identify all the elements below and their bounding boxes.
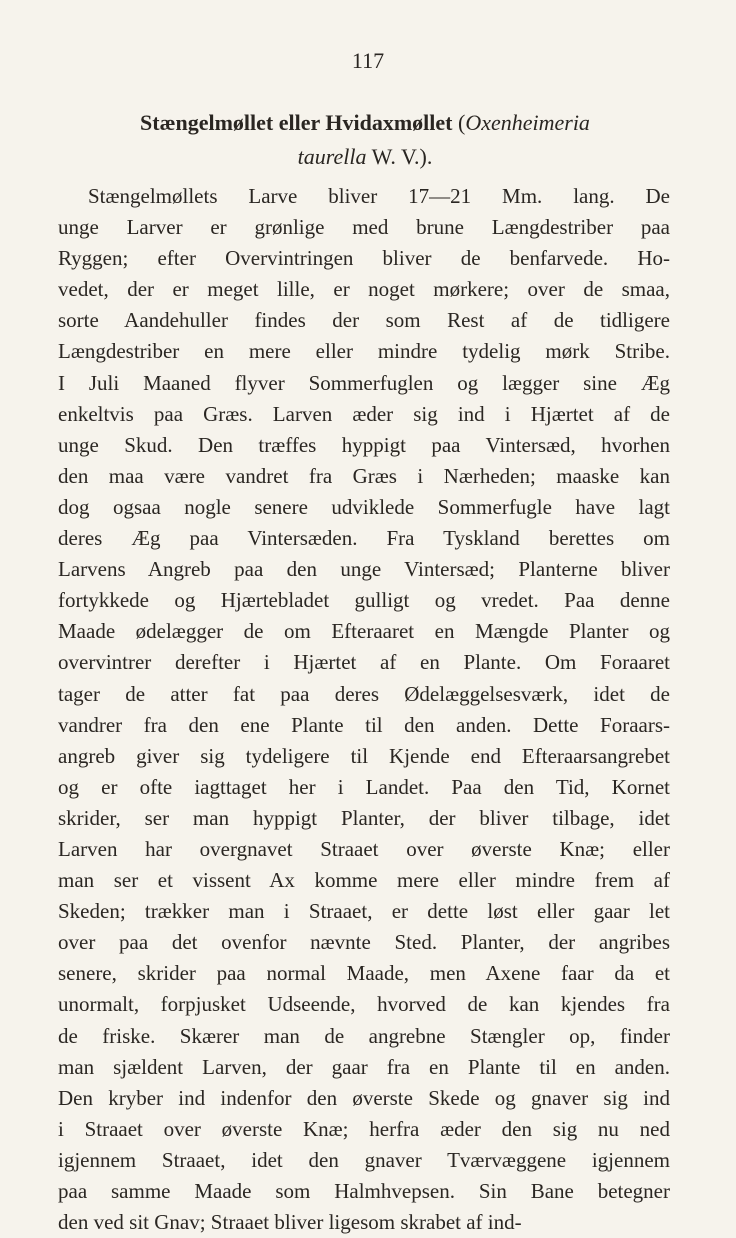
text-line: unormalt, forpjusket Udseende, hvorved de kan kjendes fra	[58, 992, 670, 1017]
text-line: dog ogsaa nogle senere udviklede Sommerfugle have lagt	[58, 494, 670, 519]
text-line: Ryggen; efter Overvintringen bliver de benfarvede. Ho-	[58, 246, 670, 271]
text-line: senere, skrider paa normal Maade, men Axene faar da et	[58, 961, 670, 986]
text-line: man ser et vissent Ax komme mere eller mindre frem af	[58, 868, 670, 893]
page-number: 117	[351, 48, 385, 73]
text-line: Larven har overgnavet Straaet over øverste Knæ; eller	[58, 836, 670, 861]
text-line: de friske. Skærer man de angrebne Stængler op, finder	[58, 1023, 670, 1048]
heading-genus: Oxenheimeria	[465, 110, 590, 135]
heading-line-2	[60, 140, 670, 174]
section-heading	[60, 106, 670, 174]
body-paragraph	[58, 181, 670, 1238]
heading-paren: (	[452, 110, 466, 135]
text-line: enkeltvis paa Græs. Larven æder sig ind i Hjærtet af de	[58, 401, 670, 426]
text-line: angreb giver sig tydeligere til Kjende end Efteraarsangrebet	[58, 743, 670, 768]
text-line: Den kryber ind indenfor den øverste Skede og gnaver sig ind	[58, 1085, 670, 1110]
text-line: man sjældent Larven, der gaar fra en Plante til en anden.	[58, 1054, 670, 1079]
heading-title: Stængelmøllet eller Hvidaxmøllet	[140, 110, 453, 135]
text-line: deres Æg paa Vintersæden. Fra Tyskland berettes om	[58, 526, 670, 551]
heading-line-1	[60, 106, 670, 140]
text-line: skrider, ser man hyppigt Planter, der bliver tilbage, idet	[58, 805, 670, 830]
text-line: den ved sit Gnav; Straaet bliver ligesom skrabet af ind-	[58, 1210, 522, 1235]
text-line: overvintrer derefter i Hjærtet af en Plante. Om Foraaret	[58, 650, 670, 675]
text-line: i Straaet over øverste Knæ; herfra æder den sig nu ned	[58, 1116, 670, 1141]
text-line: Længdestriber en mere eller mindre tydelig mørk Stribe.	[58, 339, 670, 364]
text-line: Stængelmøllets Larve bliver 17—21 Mm. lang. De	[88, 184, 670, 208]
text-line: sorte Aandehuller findes der som Rest af de tidligere	[58, 308, 670, 333]
text-line: tager de atter fat paa deres Ødelæggelsesværk, idet de	[58, 681, 670, 706]
text-line: over paa det ovenfor nævnte Sted. Planter, der angribes	[58, 930, 670, 955]
text-line: paa samme Maade som Halmhvepsen. Sin Bane betegner	[58, 1179, 670, 1203]
text-line: I Juli Maaned flyver Sommerfuglen og lægger sine Æg	[58, 370, 670, 395]
text-line: vandrer fra den ene Plante til den anden. Dette Foraars-	[58, 712, 670, 737]
text-line: unge Skud. Den træffes hyppigt paa Vintersæd, hvorhen	[58, 432, 670, 457]
heading-species: taurella	[297, 144, 367, 169]
text-line: Maade ødelægger de om Efteraaret en Mængde Planter og	[58, 619, 670, 644]
text-line: vedet, der er meget lille, er noget mørkere; over de smaa,	[58, 277, 670, 302]
text-line: den maa være vandret fra Græs i Nærheden; maaske kan	[58, 463, 670, 488]
text-line: fortykkede og Hjærtebladet gulligt og vredet. Paa denne	[58, 588, 670, 613]
text-line: Skeden; trækker man i Straaet, er dette løst eller gaar let	[58, 899, 670, 924]
text-line: Larvens Angreb paa den unge Vintersæd; Planterne bliver	[58, 557, 670, 582]
text-line: igjennem Straaet, idet den gnaver Tværvæggene igjennem	[58, 1147, 670, 1172]
text-line: og er ofte iagttaget her i Landet. Paa den Tid, Kornet	[58, 774, 670, 799]
heading-author: W. V.).	[366, 144, 433, 169]
text-line: unge Larver er grønlige med brune Længdestriber paa	[58, 215, 670, 240]
